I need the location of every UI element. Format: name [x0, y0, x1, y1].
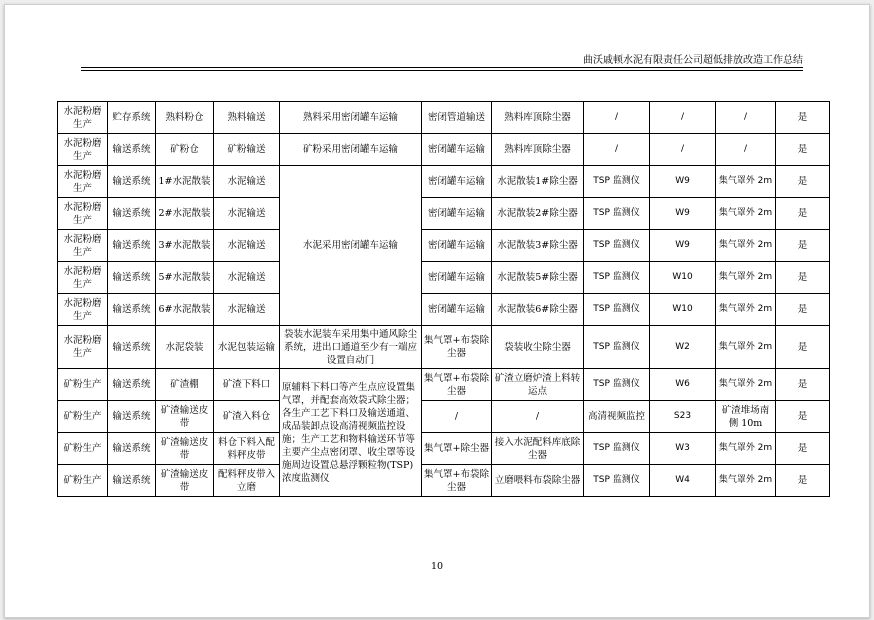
measure-cell: 原辅料下料口等产生点应设置集气罩，并配套高效袋式除尘器；各生产工艺下料口及输送通道、成品装卸点设高清视频监控设施；生产工艺和物料输送环节等主要产尘点密闭罩、收尘罩等设施周边设置总悬浮颗粒物(TSP) 浓度监测仪	[280, 369, 422, 497]
monitor-cell: TSP 监测仪	[584, 326, 650, 369]
type-cell: 水泥输送	[214, 230, 280, 262]
transport-cell: 密闭管道输送	[422, 102, 492, 134]
facility-cell: 矿渣棚	[156, 369, 214, 401]
transport-cell: 集气罩+布袋除尘器	[422, 326, 492, 369]
transport-cell: 密闭罐车运输	[422, 198, 492, 230]
result-cell: 是	[776, 465, 830, 497]
table-row	[58, 433, 830, 465]
result-cell: 是	[776, 166, 830, 198]
process-cell: 水泥粉磨生产	[58, 294, 108, 326]
table-row	[58, 166, 830, 198]
dust-collector-cell: 水泥散装6#除尘器	[492, 294, 584, 326]
facility-cell: 矿粉仓	[156, 134, 214, 166]
system-cell: 输送系统	[108, 433, 156, 465]
point-cell: W10	[650, 294, 716, 326]
table-row	[58, 134, 830, 166]
type-cell: 料仓下料入配料秤皮带	[214, 433, 280, 465]
dust-collector-cell: 袋装收尘除尘器	[492, 326, 584, 369]
table-row	[58, 198, 830, 230]
process-cell: 矿粉生产	[58, 369, 108, 401]
dust-collector-cell: 水泥散装1#除尘器	[492, 166, 584, 198]
table-row	[58, 401, 830, 433]
process-cell: 水泥粉磨生产	[58, 262, 108, 294]
point-cell: W2	[650, 326, 716, 369]
location-cell: /	[716, 102, 776, 134]
dust-collector-cell: 水泥散装5#除尘器	[492, 262, 584, 294]
location-cell: 集气罩外 2m	[716, 326, 776, 369]
location-cell: 集气罩外 2m	[716, 465, 776, 497]
dust-collector-cell: 熟料库顶除尘器	[492, 102, 584, 134]
monitor-cell: TSP 监测仪	[584, 262, 650, 294]
point-cell: W9	[650, 198, 716, 230]
monitor-cell: TSP 监测仪	[584, 198, 650, 230]
header-rule	[81, 67, 803, 68]
process-cell: 矿粉生产	[58, 433, 108, 465]
transport-cell: 集气罩+布袋除尘器	[422, 369, 492, 401]
dust-collector-cell: /	[492, 401, 584, 433]
system-cell: 输送系统	[108, 326, 156, 369]
point-cell: W10	[650, 262, 716, 294]
location-cell: 集气罩外 2m	[716, 433, 776, 465]
monitor-cell: /	[584, 102, 650, 134]
type-cell: 熟料输送	[214, 102, 280, 134]
result-cell: 是	[776, 326, 830, 369]
system-cell: 输送系统	[108, 294, 156, 326]
result-cell: 是	[776, 401, 830, 433]
facility-cell: 矿渣输送皮带	[156, 401, 214, 433]
type-cell: 矿渣入料仓	[214, 401, 280, 433]
facility-cell: 3#水泥散装	[156, 230, 214, 262]
point-cell: S23	[650, 401, 716, 433]
result-cell: 是	[776, 230, 830, 262]
type-cell: 矿粉输送	[214, 134, 280, 166]
table-row	[58, 294, 830, 326]
facility-cell: 矿渣输送皮带	[156, 465, 214, 497]
facility-cell: 1#水泥散装	[156, 166, 214, 198]
location-cell: 集气罩外 2m	[716, 230, 776, 262]
process-cell: 水泥粉磨生产	[58, 134, 108, 166]
transport-cell: 密闭罐车运输	[422, 262, 492, 294]
measure-cell: 袋装水泥装车采用集中通风除尘系统，进出口通道至少有一端应设置自动门	[280, 326, 422, 369]
point-cell: W9	[650, 166, 716, 198]
type-cell: 水泥输送	[214, 294, 280, 326]
table-row	[58, 369, 830, 401]
point-cell: /	[650, 134, 716, 166]
dust-collector-cell: 水泥散装3#除尘器	[492, 230, 584, 262]
table-row	[58, 230, 830, 262]
process-cell: 水泥粉磨生产	[58, 166, 108, 198]
location-cell: 集气罩外 2m	[716, 166, 776, 198]
dust-collector-cell: 立磨喂料布袋除尘器	[492, 465, 584, 497]
header-rule-double	[81, 70, 803, 71]
process-cell: 水泥粉磨生产	[58, 326, 108, 369]
process-cell: 水泥粉磨生产	[58, 102, 108, 134]
type-cell: 水泥输送	[214, 166, 280, 198]
process-cell: 矿粉生产	[58, 401, 108, 433]
table-row	[58, 465, 830, 497]
type-cell: 水泥输送	[214, 262, 280, 294]
facility-cell: 6#水泥散装	[156, 294, 214, 326]
document-page	[4, 4, 870, 618]
system-cell: 输送系统	[108, 369, 156, 401]
table-row	[58, 102, 830, 134]
result-cell: 是	[776, 198, 830, 230]
monitor-cell: TSP 监测仪	[584, 465, 650, 497]
transport-cell: 密闭罐车运输	[422, 134, 492, 166]
type-cell: 配料秤皮带入立磨	[214, 465, 280, 497]
system-cell: 输送系统	[108, 230, 156, 262]
facility-cell: 熟料粉仓	[156, 102, 214, 134]
point-cell: W3	[650, 433, 716, 465]
monitor-cell: TSP 监测仪	[584, 433, 650, 465]
type-cell: 水泥输送	[214, 198, 280, 230]
point-cell: /	[650, 102, 716, 134]
location-cell: 集气罩外 2m	[716, 294, 776, 326]
location-cell: 集气罩外 2m	[716, 369, 776, 401]
facility-cell: 水泥袋装	[156, 326, 214, 369]
result-cell: 是	[776, 433, 830, 465]
page-number: 10	[430, 561, 444, 572]
transport-cell: 密闭罐车运输	[422, 230, 492, 262]
result-cell: 是	[776, 262, 830, 294]
dust-collector-cell: 水泥散装2#除尘器	[492, 198, 584, 230]
monitor-cell: 高清视频监控	[584, 401, 650, 433]
system-cell: 输送系统	[108, 401, 156, 433]
facility-cell: 矿渣输送皮带	[156, 433, 214, 465]
dust-collector-cell: 熟料库顶除尘器	[492, 134, 584, 166]
location-cell: 矿渣堆场南侧 10m	[716, 401, 776, 433]
system-cell: 贮存系统	[108, 102, 156, 134]
table-row	[58, 262, 830, 294]
measure-cell: 水泥采用密闭罐车运输	[280, 166, 422, 326]
system-cell: 输送系统	[108, 262, 156, 294]
page-header-title: 曲沃戚顿水泥有限责任公司超低排放改造工作总结	[583, 55, 803, 66]
emission-control-table	[57, 101, 830, 497]
monitor-cell: TSP 监测仪	[584, 369, 650, 401]
process-cell: 矿粉生产	[58, 465, 108, 497]
result-cell: 是	[776, 134, 830, 166]
location-cell: 集气罩外 2m	[716, 262, 776, 294]
monitor-cell: TSP 监测仪	[584, 294, 650, 326]
system-cell: 输送系统	[108, 198, 156, 230]
location-cell: /	[716, 134, 776, 166]
facility-cell: 5#水泥散装	[156, 262, 214, 294]
system-cell: 输送系统	[108, 465, 156, 497]
system-cell: 输送系统	[108, 134, 156, 166]
point-cell: W9	[650, 230, 716, 262]
process-cell: 水泥粉磨生产	[58, 230, 108, 262]
transport-cell: 集气罩+除尘器	[422, 433, 492, 465]
measure-cell: 熟料采用密闭罐车运输	[280, 102, 422, 134]
transport-cell: 密闭罐车运输	[422, 294, 492, 326]
monitor-cell: TSP 监测仪	[584, 230, 650, 262]
point-cell: W4	[650, 465, 716, 497]
system-cell: 输送系统	[108, 166, 156, 198]
monitor-cell: TSP 监测仪	[584, 166, 650, 198]
type-cell: 水泥包装运输	[214, 326, 280, 369]
process-cell: 水泥粉磨生产	[58, 198, 108, 230]
transport-cell: 密闭罐车运输	[422, 166, 492, 198]
monitor-cell: /	[584, 134, 650, 166]
transport-cell: 集气罩+布袋除尘器	[422, 465, 492, 497]
point-cell: W6	[650, 369, 716, 401]
dust-collector-cell: 矿渣立磨炉渣上料转运点	[492, 369, 584, 401]
result-cell: 是	[776, 102, 830, 134]
facility-cell: 2#水泥散装	[156, 198, 214, 230]
dust-collector-cell: 接入水泥配料库底除尘器	[492, 433, 584, 465]
result-cell: 是	[776, 369, 830, 401]
result-cell: 是	[776, 294, 830, 326]
measure-cell: 矿粉采用密闭罐车运输	[280, 134, 422, 166]
location-cell: 集气罩外 2m	[716, 198, 776, 230]
type-cell: 矿渣下料口	[214, 369, 280, 401]
transport-cell: /	[422, 401, 492, 433]
table-row	[58, 326, 830, 369]
